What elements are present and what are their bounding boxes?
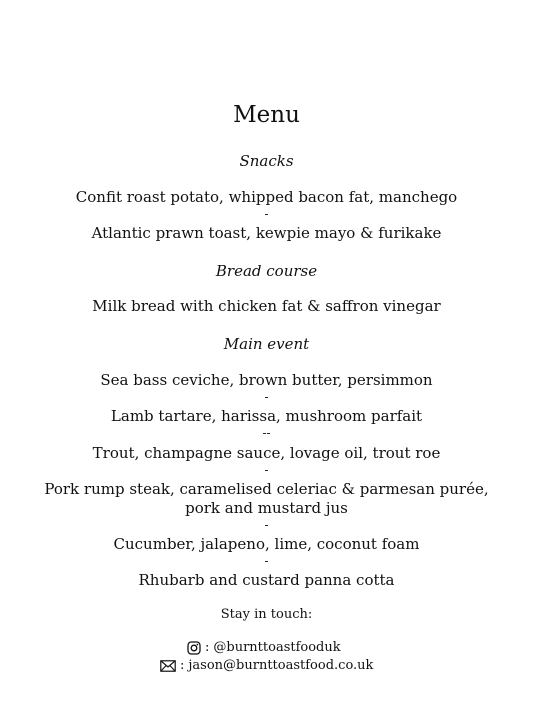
item-separator: - bbox=[264, 390, 269, 404]
menu-item: Lamb tartare, harissa, mushroom parfait bbox=[110, 407, 423, 425]
item-separator: -- bbox=[262, 426, 271, 440]
item-separator: - bbox=[264, 518, 269, 532]
menu-item: Rhubarb and custard panna cotta bbox=[138, 571, 395, 589]
menu-item: Pork rump steak, caramelised celeriac & parmesan purée, pork and mustard jus bbox=[44, 480, 489, 517]
section-heading-snacks: Snacks bbox=[239, 152, 294, 170]
section-heading-bread-course: Bread course bbox=[215, 262, 318, 280]
item-separator: - bbox=[264, 207, 269, 221]
mail-icon bbox=[160, 660, 176, 672]
contact-separator: : bbox=[180, 658, 185, 673]
stay-in-touch-heading: Stay in touch: bbox=[220, 607, 313, 622]
section-heading-main-event: Main event bbox=[223, 335, 310, 353]
instagram-handle[interactable]: @burnttoastfooduk bbox=[213, 640, 341, 655]
menu-item: Milk bread with chicken fat & saffron vinegar bbox=[92, 297, 441, 315]
menu-item: Trout, champagne sauce, lovage oil, trout roe bbox=[92, 444, 441, 462]
instagram-contact[interactable] bbox=[187, 639, 341, 657]
item-separator: - bbox=[264, 463, 269, 477]
menu-title: Menu bbox=[233, 102, 300, 128]
email-contact[interactable] bbox=[160, 657, 373, 675]
contact-separator: : bbox=[205, 640, 210, 655]
menu-item: Confit roast potato, whipped bacon fat, manchego bbox=[75, 188, 458, 206]
email-address[interactable]: jason@burnttoastfood.co.uk bbox=[188, 658, 374, 673]
instagram-icon bbox=[187, 641, 201, 655]
menu-item: Sea bass ceviche, brown butter, persimmon bbox=[100, 371, 433, 389]
menu-item: Cucumber, jalapeno, lime, coconut foam bbox=[113, 535, 420, 553]
item-separator: - bbox=[264, 554, 269, 568]
menu-item: Atlantic prawn toast, kewpie mayo & furikake bbox=[91, 224, 442, 242]
